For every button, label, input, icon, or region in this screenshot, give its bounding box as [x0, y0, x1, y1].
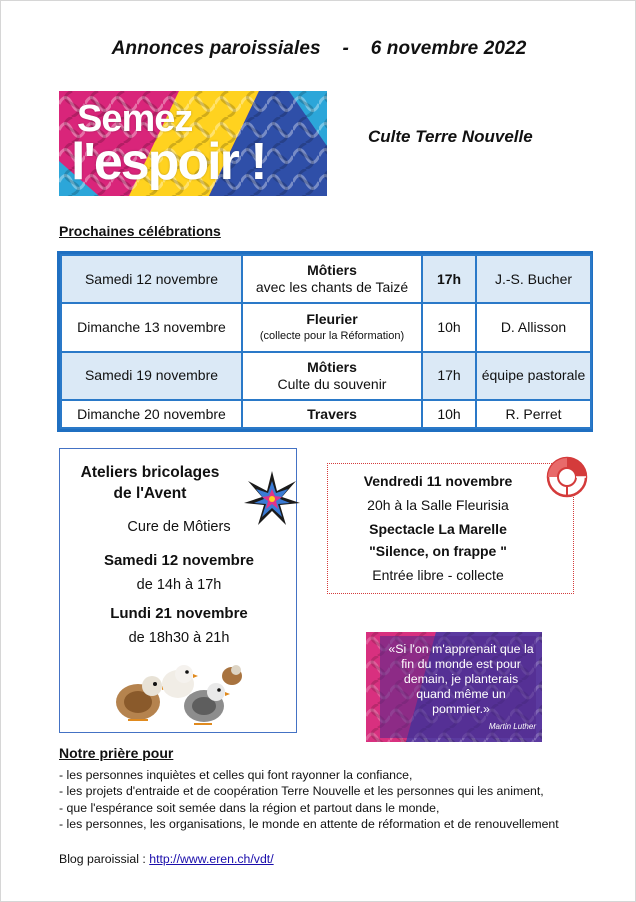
list-item: - les personnes, les organisations, le monde en attente de réformation et de renouvellement — [59, 817, 559, 832]
spectacle-subtitle: "Silence, on frappe " — [369, 543, 507, 559]
cell-place — [242, 352, 422, 400]
place-name: Travers — [307, 405, 357, 422]
la-marelle-logo-icon — [546, 456, 588, 498]
banner-text-espoir: l'espoir ! — [71, 133, 266, 191]
ateliers-date-1: Samedi 12 novembre — [103, 552, 255, 569]
title-main: Annonces paroissiales — [111, 38, 321, 59]
table-row — [61, 303, 591, 351]
cell-officiant: équipe pastorale — [476, 352, 591, 400]
spectacle-box — [327, 463, 574, 594]
cell-date: Dimanche 13 novembre — [61, 303, 242, 351]
ateliers-location: Cure de Môtiers — [127, 519, 231, 535]
spectacle-date: Vendredi 11 novembre — [363, 473, 513, 489]
page-title — [1, 38, 636, 60]
quote-text: «Si l'on m'apprenait que la fin du monde est pour demain, je planterais quand même un pommier.» — [388, 642, 534, 716]
ateliers-time-2: de 18h30 à 21h — [128, 630, 230, 646]
table-row — [61, 255, 591, 303]
list-item: - les personnes inquiètes et celles qui font rayonner la confiance, — [59, 768, 413, 782]
culte-title: Culte Terre Nouvelle — [368, 127, 533, 146]
cell-officiant: J.-S. Bucher — [476, 255, 591, 303]
list-item: - que l'espérance soit semée dans la région et partout dans le monde, — [59, 800, 440, 815]
cell-place — [242, 400, 422, 428]
place-name: Môtiers — [307, 262, 357, 279]
cell-place — [242, 255, 422, 303]
spectacle-venue: 20h à la Salle Fleurisia — [367, 497, 509, 513]
prayer-list — [59, 767, 629, 833]
place-detail: (collecte pour la Réformation) — [259, 329, 405, 342]
spectacle-title: Spectacle La Marelle — [369, 521, 507, 537]
cell-time: 10h — [422, 400, 476, 428]
place-detail: avec les chants de Taizé — [255, 279, 409, 296]
place-name: Fleurier — [306, 310, 358, 327]
cell-officiant: D. Allisson — [476, 303, 591, 351]
prayer-heading: Notre prière pour — [59, 745, 174, 761]
cell-officiant: R. Perret — [476, 400, 591, 428]
blog-line — [59, 852, 274, 866]
cell-time: 17h — [422, 255, 476, 303]
table-row — [61, 352, 591, 400]
banner-text-semez: Semez — [77, 98, 193, 140]
blog-link[interactable]: http://www.eren.ch/vdt/ — [149, 852, 274, 866]
semez-espoir-banner — [59, 91, 327, 196]
title-date: 6 novembre 2022 — [370, 38, 527, 59]
list-item: - les projets d'entraide et de coopération Terre Nouvelle et les personnes qui les animent, — [59, 784, 544, 799]
celebrations-heading: Prochaines célébrations — [59, 223, 221, 239]
ateliers-title: Ateliers bricolages de l'Avent — [80, 464, 220, 502]
table-row — [61, 400, 591, 428]
cell-date: Dimanche 20 novembre — [61, 400, 242, 428]
blog-label: Blog paroissial : — [59, 852, 150, 866]
quote-author: Martin Luther — [488, 722, 536, 731]
celebrations-table — [57, 251, 593, 432]
ateliers-time-1: de 14h à 17h — [136, 577, 222, 593]
cell-place — [242, 303, 422, 351]
cell-time: 10h — [422, 303, 476, 351]
place-detail: Culte du souvenir — [277, 375, 387, 392]
cell-time: 17h — [422, 352, 476, 400]
pinecone-birds-image — [108, 654, 248, 728]
spectacle-entry: Entrée libre - collecte — [372, 567, 504, 583]
cell-date: Samedi 19 novembre — [61, 352, 242, 400]
luther-quote-image — [366, 632, 542, 742]
title-separator: - — [342, 38, 349, 59]
ateliers-box — [59, 448, 297, 733]
ateliers-date-2: Lundi 21 novembre — [110, 605, 248, 622]
place-name: Môtiers — [307, 358, 357, 375]
cell-date: Samedi 12 novembre — [61, 255, 242, 303]
